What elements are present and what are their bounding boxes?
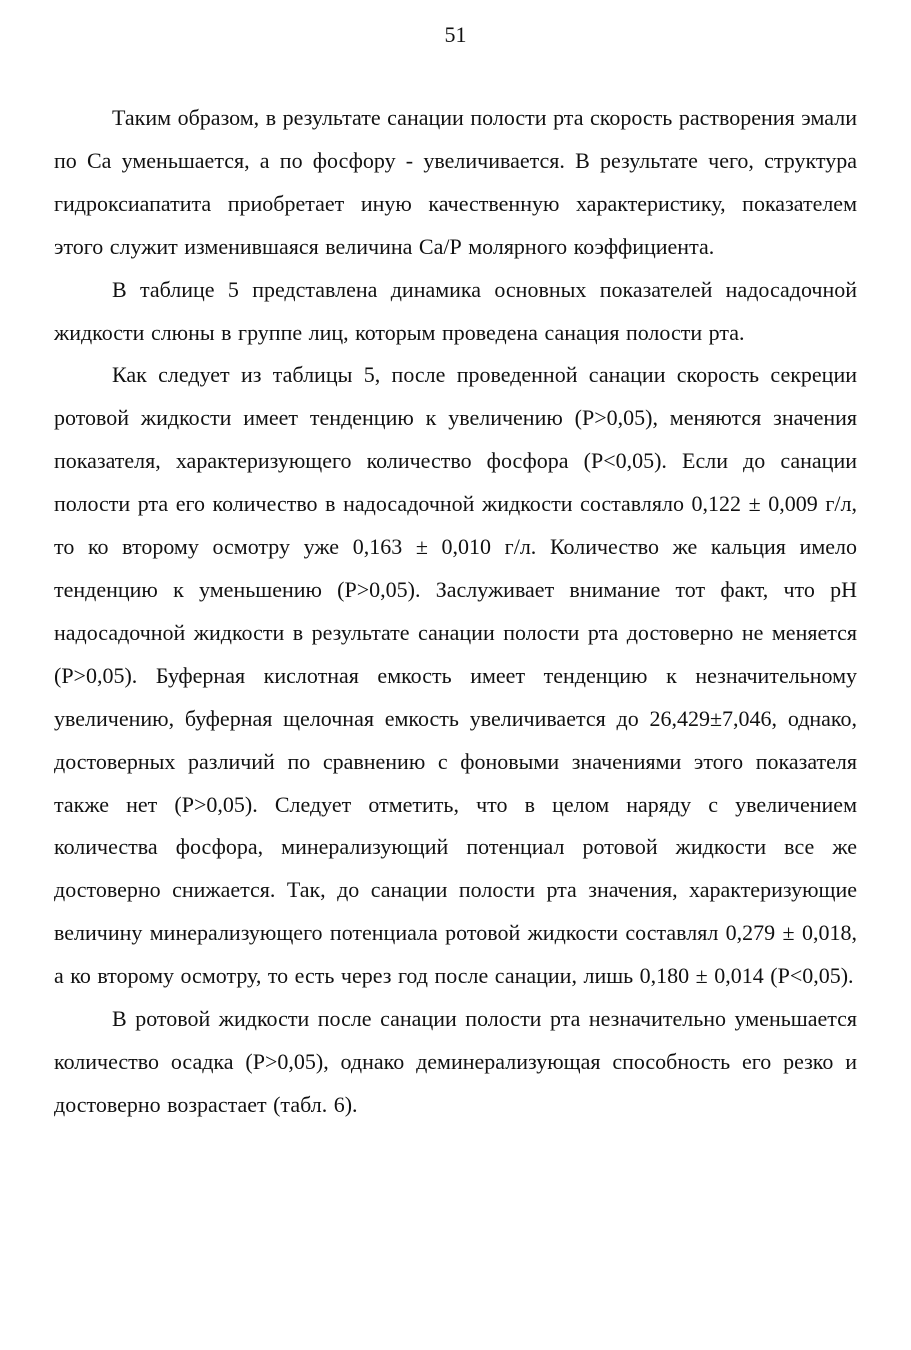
body-text: [54, 97, 857, 1127]
paragraph-2: В таблице 5 представлена динамика основных показателей надосадочной жидкости слюны в группе лиц, которым проведена санация полости рта.: [54, 276, 857, 345]
paragraph-1: Таким образом, в результате санации полости рта скорость растворения эмали по Са уменьшается, а по фосфору - увеличивается. В результате чего, структура гидроксиапатита приобретает иную качественную характеристику, показателем этого служит изменившаяся величина Са/Р молярного коэффициента.: [54, 105, 857, 259]
page-number: 51: [444, 22, 467, 47]
paragraph-3: Как следует из таблицы 5, после проведенной санации скорость секреции ротовой жидкости имеет тенденцию к увеличению (Р>0,05), меняются значения показателя, характеризующего количество фосфора (Р<0,05). Если до санации полости рта его количество в надосадочной жидкости составляло 0,122 ± 0,009 г/л, то ко второму осмотру уже 0,163 ± 0,010 г/л. Количество же кальция имело тенденцию к уменьшению (Р>0,05). Заслуживает внимание тот факт, что рН надосадочной жидкости в результате санации полости рта достоверно не меняется (Р>0,05). Буферная кислотная емкость имеет тенденцию к незначительному увеличению, буферная щелочная емкость увеличивается до 26,429±7,046, однако, достоверных различий по сравнению с фоновыми значениями этого показателя также нет (Р>0,05). Следует отметить, что в целом наряду с увеличением количества фосфора, минерализующий потенциал ротовой жидкости все же достоверно снижается. Так, до санации полости рта значения, характеризующие величину минерализующего потенциала ротовой жидкости составлял 0,279 ± 0,018, а ко второму осмотру, то есть через год после санации, лишь 0,180 ± 0,014 (Р<0,05).: [54, 362, 857, 989]
paragraph-4: В ротовой жидкости после санации полости рта незначительно уменьшается количество осадка (Р>0,05), однако деминерализующая способность его резко и достоверно возрастает (табл. 6).: [54, 1006, 857, 1117]
